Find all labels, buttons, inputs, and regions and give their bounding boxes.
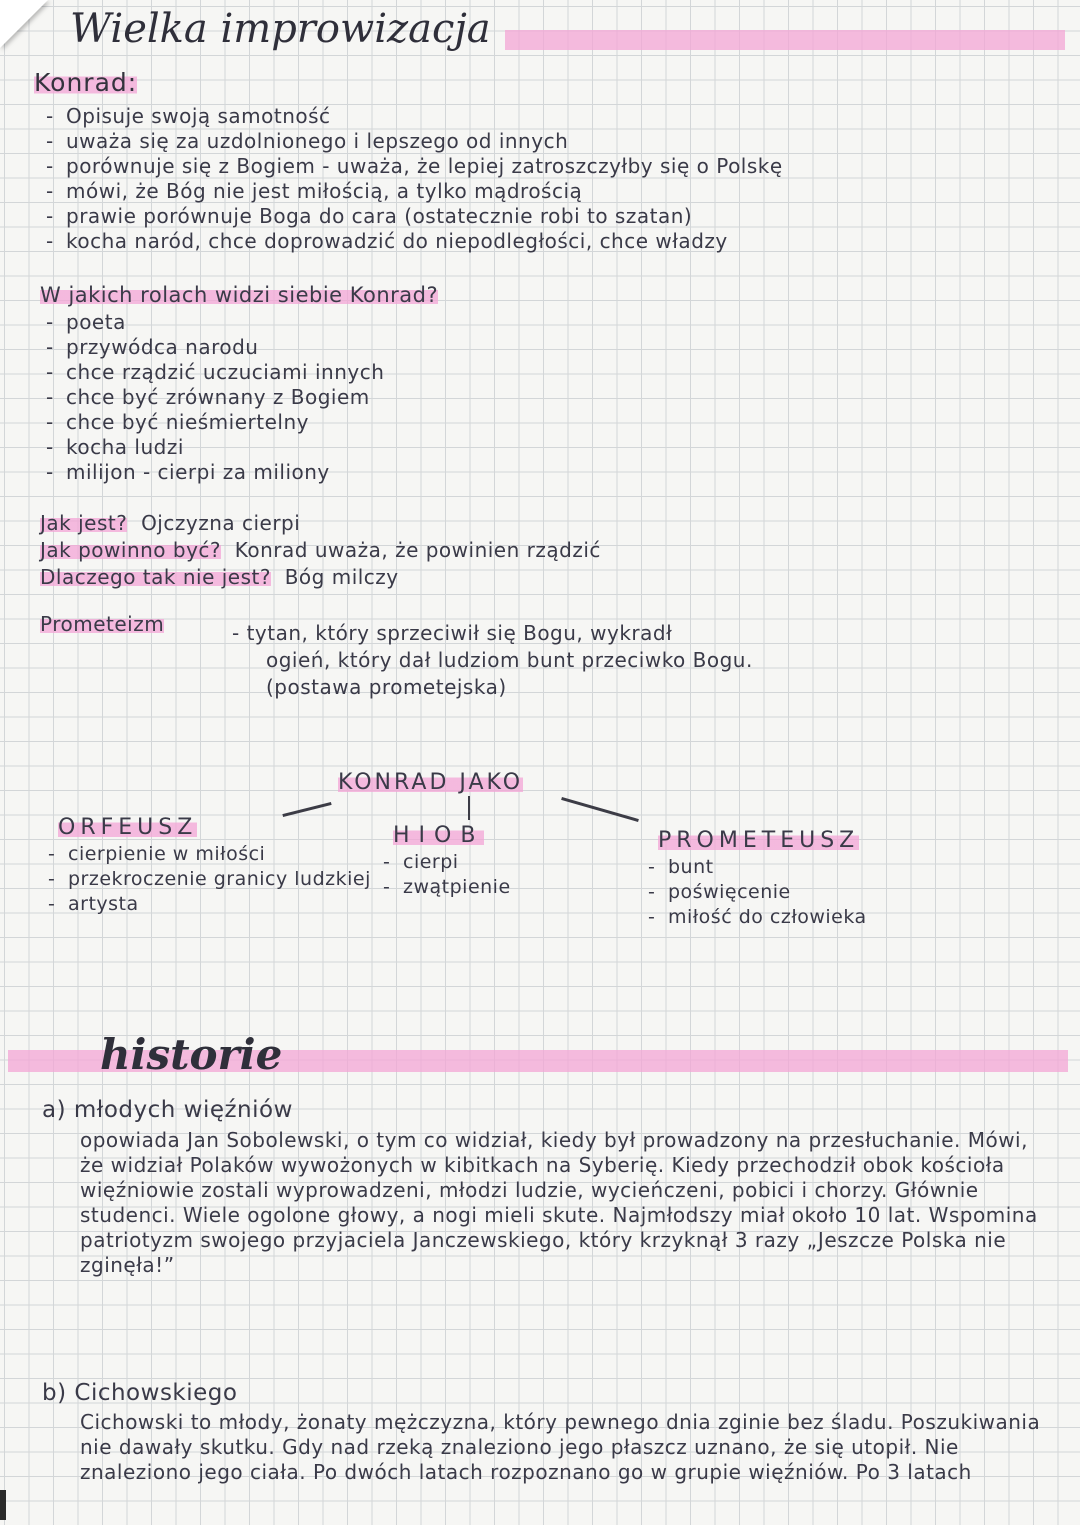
diagram-title-text: KONRAD JAKO bbox=[338, 770, 524, 795]
hiob-column bbox=[393, 823, 511, 900]
story-a-text: opowiada Jan Sobolewski, o tym co widział, kiedy był prowadzony na przesłuchanie. Mówi, że widział Polaków wywożonych w kibitkach na Syberię. Kiedy przechodził obok kościoła więźniowie zostali wyprowadzeni, młodzi ludzie, wycieńczeni, pobici i chorzy. Głównie studenci. Wiele ogolone głowy, a nogi mieli skute. Najmłodszy miał około 10 lat. Wspomina patriotyzm swojego przyjaciela Janczewskiego, który krzyknął 3 razy „Jeszcze Polska nie zginęła!” bbox=[80, 1128, 1038, 1277]
orfeusz-title: ORFEUSZ bbox=[58, 815, 198, 840]
orfeusz-list bbox=[42, 842, 371, 917]
list-item: - milijon - cierpi za miliony bbox=[40, 460, 384, 485]
folded-corner bbox=[0, 0, 48, 48]
hiob-title: HIOB bbox=[393, 823, 485, 848]
qa-question: Jak jest? bbox=[40, 511, 128, 535]
page-title: Wielka improwizacja bbox=[70, 6, 491, 52]
list-item: - artysta bbox=[42, 892, 371, 917]
list-item: - cierpi bbox=[377, 850, 511, 875]
list-item: - miłość do człowieka bbox=[642, 905, 867, 930]
title-highlight bbox=[505, 30, 1065, 50]
list-item: - Opisuje swoją samotność bbox=[40, 104, 783, 129]
prometeusz-list bbox=[642, 855, 867, 930]
list-item: - chce być zrównany z Bogiem bbox=[40, 385, 384, 410]
prometeusz-column bbox=[658, 828, 867, 930]
list-item: - poświęcenie bbox=[642, 880, 867, 905]
qa-answer: Ojczyzna cierpi bbox=[141, 511, 301, 535]
konrad-list bbox=[40, 104, 783, 254]
list-item: - cierpienie w miłości bbox=[42, 842, 371, 867]
qa-row bbox=[40, 537, 601, 564]
list-item: - zwątpienie bbox=[377, 875, 511, 900]
qa-question: Jak powinno być? bbox=[40, 538, 222, 562]
connector-middle bbox=[468, 796, 470, 820]
list-item: - przekroczenie granicy ludzkiej bbox=[42, 867, 371, 892]
list-item: - kocha ludzi bbox=[40, 435, 384, 460]
list-item: - prawie porównuje Boga do cara (ostatecznie robi to szatan) bbox=[40, 204, 783, 229]
konrad-heading bbox=[34, 68, 137, 97]
prometeizm-term bbox=[40, 612, 164, 636]
connector-right bbox=[561, 797, 639, 822]
list-item: - porównuje się z Bogiem - uważa, że lepiej zatroszczyłby się o Polskę bbox=[40, 154, 783, 179]
prometeizm-term-text: Prometeizm bbox=[40, 612, 165, 636]
story-b-label: b) Cichowskiego bbox=[42, 1380, 238, 1406]
list-item: - przywódca narodu bbox=[40, 335, 384, 360]
roles-list bbox=[40, 310, 384, 485]
orfeusz-column bbox=[58, 815, 371, 917]
qa-answer: Konrad uważa, że powinien rządzić bbox=[234, 538, 601, 562]
historie-heading: historie bbox=[100, 1030, 283, 1079]
list-item: - poeta bbox=[40, 310, 384, 335]
prometeizm-definition bbox=[232, 620, 753, 701]
roles-heading bbox=[40, 283, 438, 307]
list-item: - chce rządzić uczuciami innych bbox=[40, 360, 384, 385]
qa-question: Dlaczego tak nie jest? bbox=[40, 565, 271, 589]
qa-row bbox=[40, 510, 601, 537]
list-item: - chce być nieśmiertelny bbox=[40, 410, 384, 435]
story-b-text: Cichowski to młody, żonaty mężczyzna, który pewnego dnia zginie bez śladu. Poszukiwania nie dawały skutku. Gdy nad rzeką znaleziono jego płaszcz uznano, że się utopił. Nie znaleziono jego ciała. Po dwóch latach rozpoznano go w grupie więźniów. Po 3 latach bbox=[80, 1410, 1041, 1484]
konrad-heading-text: Konrad: bbox=[34, 68, 138, 97]
list-item: - kocha naród, chce doprowadzić do niepodległości, chce władzy bbox=[40, 229, 783, 254]
prometeusz-title: PROMETEUSZ bbox=[658, 828, 860, 853]
list-item: - mówi, że Bóg nie jest miłością, a tylko mądrością bbox=[40, 179, 783, 204]
definition-line: ogień, który dał ludziom bunt przeciwko Bogu. bbox=[266, 648, 753, 672]
roles-heading-text: W jakich rolach widzi siebie Konrad? bbox=[40, 283, 439, 307]
qa-answer: Bóg milczy bbox=[284, 565, 399, 589]
list-item: - bunt bbox=[642, 855, 867, 880]
definition-line: - tytan, który sprzeciwił się Bogu, wykradł bbox=[232, 621, 673, 645]
story-a-label: a) młodych więźniów bbox=[42, 1097, 293, 1123]
hiob-list bbox=[377, 850, 511, 900]
page-edge-mark bbox=[0, 1490, 6, 1520]
diagram-title bbox=[338, 770, 523, 795]
qa-block bbox=[40, 510, 601, 591]
definition-line: (postawa prometejska) bbox=[266, 675, 507, 699]
list-item: - uważa się za uzdolnionego i lepszego od innych bbox=[40, 129, 783, 154]
qa-row bbox=[40, 564, 601, 591]
